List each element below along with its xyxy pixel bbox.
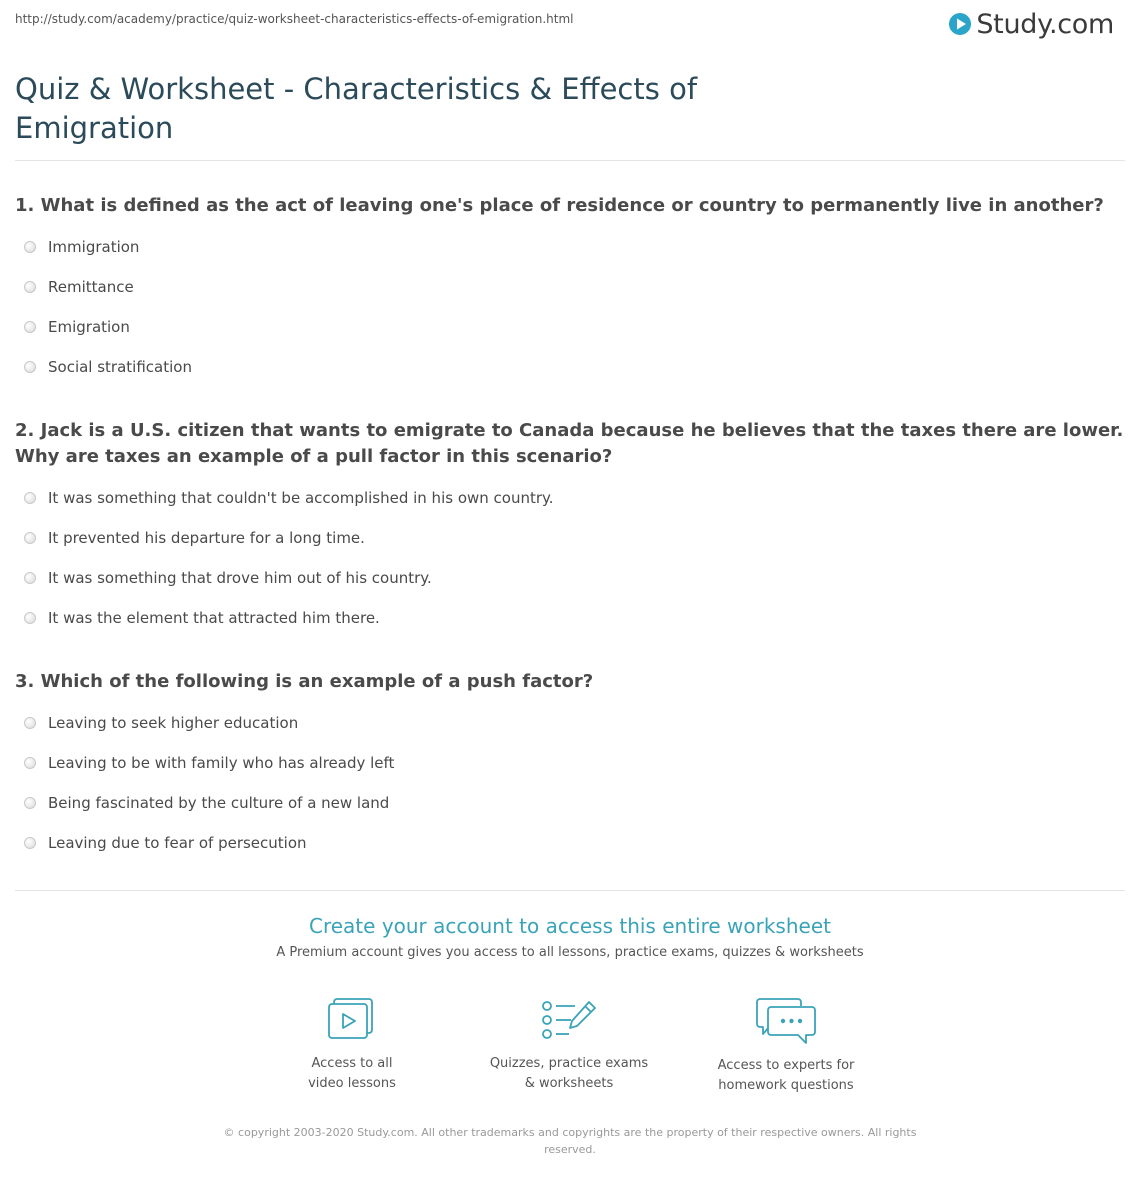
answer-label: Emigration [48, 318, 130, 336]
radio-button[interactable] [24, 717, 36, 729]
feature-label: Quizzes, practice exams & worksheets [489, 1056, 649, 1091]
radio-button[interactable] [24, 837, 36, 849]
answer-option[interactable] [15, 518, 1125, 558]
question-text: 1. What is defined as the act of leaving one's place of residence or country to permanently live in another? [15, 195, 1104, 216]
radio-button[interactable] [24, 281, 36, 293]
title-divider [15, 160, 1125, 161]
answer-label: It was something that couldn't be accomplished in his own country. [48, 489, 554, 507]
feature-label: Access to all video lessons [308, 1056, 396, 1091]
question-3 [15, 669, 1125, 863]
radio-button[interactable] [24, 797, 36, 809]
answer-label: Leaving to seek higher education [48, 714, 299, 732]
question-text: 2. Jack is a U.S. citizen that wants to emigrate to Canada because he believes that the taxes there are lower. Why are taxes an example of a pull factor in this scenario? [15, 420, 1124, 467]
chat-bubbles-icon [754, 996, 818, 1046]
answer-label: It was something that drove him out of his country. [48, 569, 432, 587]
answer-label: Immigration [48, 238, 140, 256]
radio-button[interactable] [24, 572, 36, 584]
radio-button[interactable] [24, 757, 36, 769]
answer-option[interactable] [15, 823, 1125, 863]
answer-label: Social stratification [48, 358, 192, 376]
answer-option[interactable] [15, 743, 1125, 783]
logo-text: Study.com [976, 8, 1114, 40]
answer-option[interactable] [15, 347, 1125, 387]
radio-button[interactable] [24, 321, 36, 333]
answer-label: Remittance [48, 278, 134, 296]
quiz-checklist-icon [539, 996, 599, 1044]
answer-options [15, 703, 1125, 863]
play-logo-icon [948, 12, 972, 36]
feature-label: Access to experts for homework questions [717, 1058, 855, 1093]
answer-option[interactable] [15, 558, 1125, 598]
answer-options [15, 227, 1125, 387]
radio-button[interactable] [24, 612, 36, 624]
answer-label: It was the element that attracted him there. [48, 609, 380, 627]
answer-option[interactable] [15, 703, 1125, 743]
feature-quizzes [469, 996, 669, 1094]
answer-option[interactable] [15, 267, 1125, 307]
question-1 [15, 193, 1125, 387]
cta-divider [15, 890, 1125, 891]
radio-button[interactable] [24, 361, 36, 373]
study-logo[interactable] [948, 8, 1114, 40]
answer-option[interactable] [15, 227, 1125, 267]
answer-option[interactable] [15, 478, 1125, 518]
cta-subtitle: A Premium account gives you access to all lessons, practice exams, quizzes & worksheets [276, 945, 864, 960]
question-2 [15, 418, 1125, 638]
page-url: http://study.com/academy/practice/quiz-worksheet-characteristics-effects-of-emigration.html [15, 12, 574, 26]
answer-option[interactable] [15, 598, 1125, 638]
answer-option[interactable] [15, 307, 1125, 347]
signup-cta [0, 912, 1140, 962]
answer-label: It prevented his departure for a long time. [48, 529, 365, 547]
radio-button[interactable] [24, 241, 36, 253]
feature-experts [686, 996, 886, 1096]
feature-video-lessons [252, 996, 452, 1094]
radio-button[interactable] [24, 532, 36, 544]
question-text: 3. Which of the following is an example of a push factor? [15, 671, 594, 692]
answer-label: Being fascinated by the culture of a new land [48, 794, 390, 812]
answer-label: Leaving to be with family who has already left [48, 754, 395, 772]
answer-options [15, 478, 1125, 638]
cta-title-link[interactable]: Create your account to access this entire worksheet [309, 914, 831, 938]
video-lessons-icon [324, 996, 380, 1044]
answer-label: Leaving due to fear of persecution [48, 834, 307, 852]
copyright-notice: © copyright 2003-2020 Study.com. All other trademarks and copyrights are the property of their respective owners. All rights reserved. [223, 1126, 917, 1156]
radio-button[interactable] [24, 492, 36, 504]
page-title: Quiz & Worksheet - Characteristics & Effects of Emigration [15, 72, 698, 145]
answer-option[interactable] [15, 783, 1125, 823]
